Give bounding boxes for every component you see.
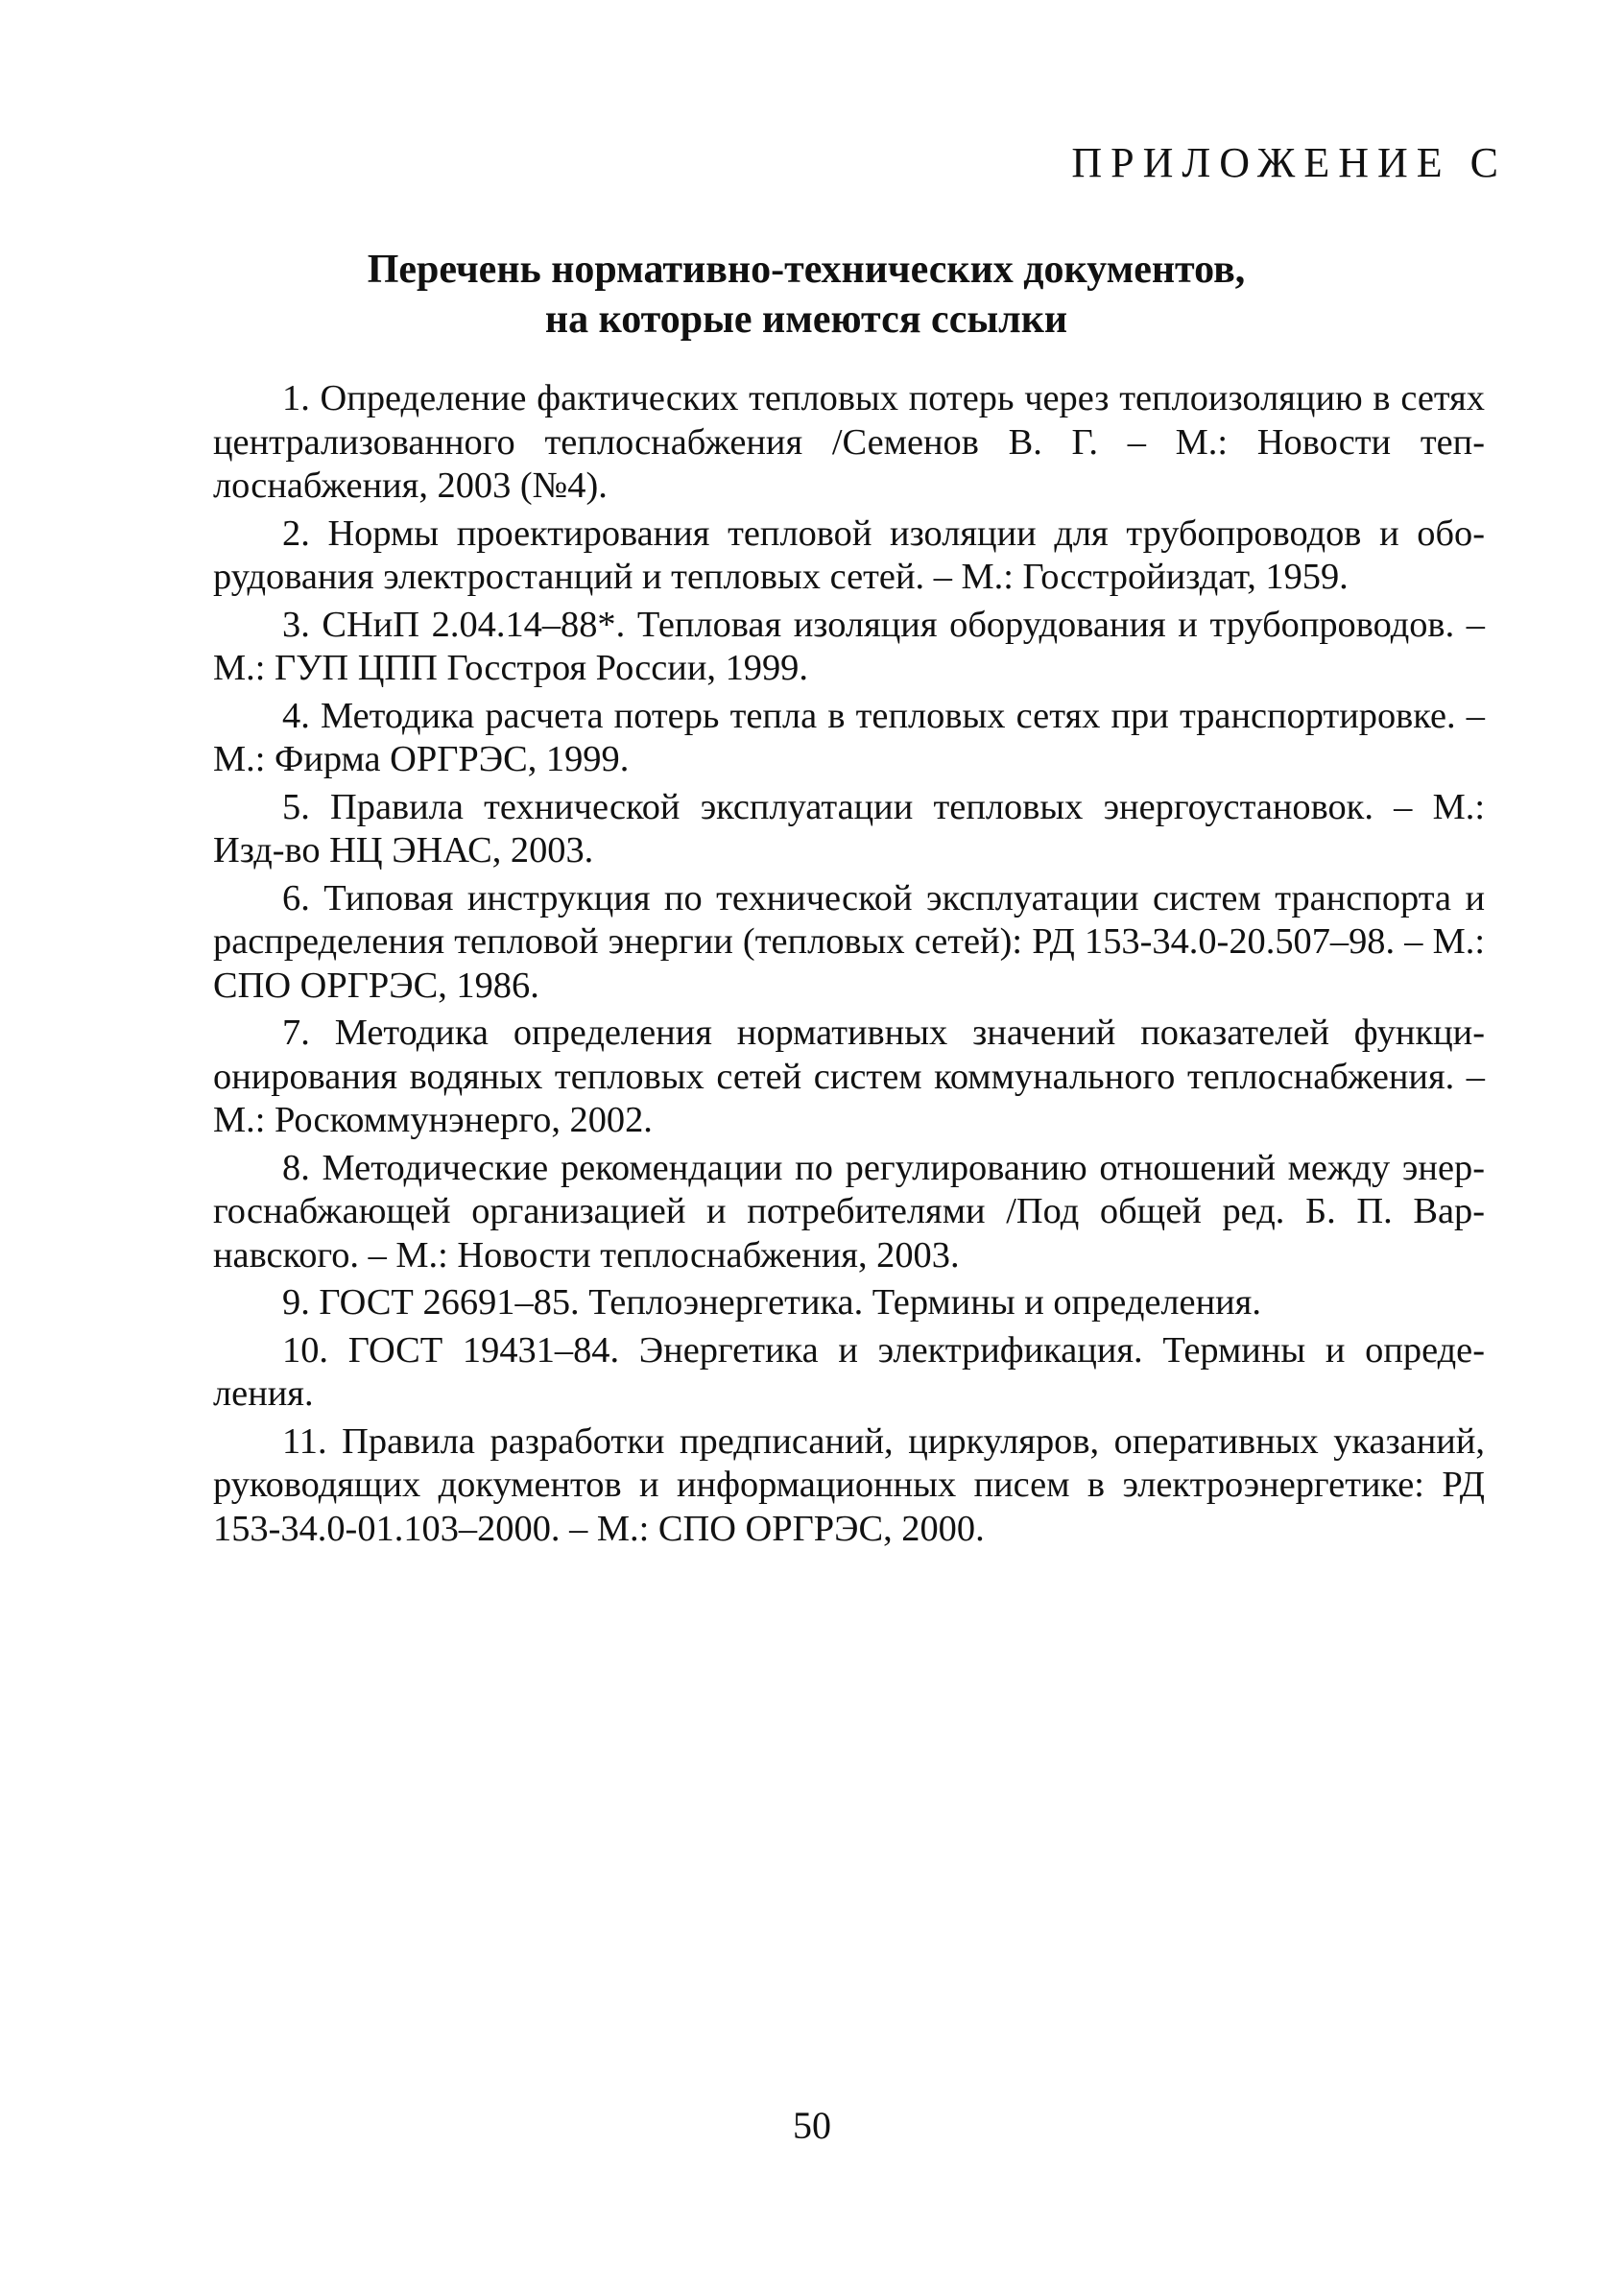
- reference-item-9: 9. ГОСТ 26691–85. Теплоэнергетика. Термины и определения.: [282, 1282, 1261, 1323]
- reference-item-2: 2. Нормы проектирования тепловой изоляции для трубопроводов и оборудования электростанций и тепловых сетей. – М.: Госстройиздат, 1959.: [213, 513, 1485, 597]
- reference-item-5: 5. Правила технической эксплуатации тепловых энергоустановок. – М.: Изд-во НЦ ЭНАС, 2003.: [213, 786, 1485, 870]
- document-title: [202, 245, 1411, 345]
- reference-item-8: 8. Методические рекомендации по регулированию отношений между энергоснабжающей организацией и потребителями /Под общей ред. Б. П. Варнавского. – М.: Новости теплоснабжения, 2003.: [213, 1147, 1485, 1276]
- title-line-2: на которые имеются ссылки: [544, 298, 1068, 342]
- title-line-1: Перечень нормативно-технических документов,: [367, 248, 1246, 292]
- reference-item-10: 10. ГОСТ 19431–84. Энергетика и электрификация. Термины и определения.: [213, 1329, 1485, 1414]
- page-number: 50: [793, 2104, 831, 2147]
- reference-item-1: 1. Определение фактических тепловых потерь через теплоизоляцию в сетях централизованного теплоснабжения /Семенов В. Г. – М.: Новости теплоснабжения, 2003 (№4).: [213, 378, 1485, 506]
- appendix-label: ПРИЛОЖЕНИЕ С: [1071, 139, 1507, 186]
- reference-item-6: 6. Типовая инструкция по технической эксплуатации систем транспорта и распределения тепловой энергии (тепловых сетей): РД 153-34.0-20.507–98. – М.: СПО ОРГРЭС, 1986.: [213, 877, 1485, 1006]
- reference-item-3: 3. СНиП 2.04.14–88*. Тепловая изоляция оборудования и трубопроводов. – М.: ГУП ЦПП Госстроя России, 1999.: [213, 604, 1485, 688]
- reference-item-7: 7. Методика определения нормативных значений показателей функционирования водяных тепловых сетей систем коммунального теплоснабжения. – М.: Роскоммунэнерго, 2002.: [213, 1013, 1485, 1140]
- reference-list: [213, 377, 1485, 1555]
- reference-item-11: 11. Правила разработки предписаний, циркуляров, оперативных указаний, руководящих документов и информационных писем в электроэнергетике: РД 153-34.0-01.103–2000. – М.: СПО ОРГРЭС, 2000.: [213, 1420, 1485, 1549]
- reference-item-4: 4. Методика расчета потерь тепла в тепловых сетях при транспортировке. – М.: Фирма ОРГРЭС, 1999.: [213, 695, 1485, 779]
